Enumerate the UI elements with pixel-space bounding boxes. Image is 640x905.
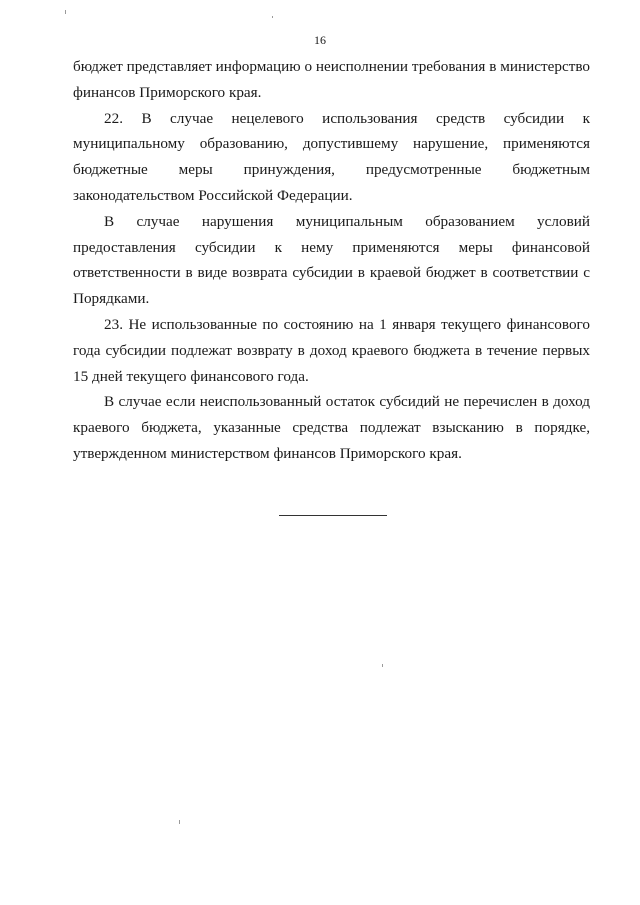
paragraph-continuation: бюджет представляет информацию о неисполнении требования в министерство финансов Приморского края. — [73, 58, 590, 101]
document-body — [73, 54, 590, 467]
scan-speck — [65, 10, 66, 14]
paragraph-23: 23. Не использованные по состоянию на 1 января текущего финансового года субсидии подлежат возврату в доход краевого бюджета в течение первых 15 дней текущего финансового года. — [73, 315, 590, 385]
page-number: 16 — [314, 33, 326, 47]
paragraph-violation-conditions: В случае нарушения муниципальным образованием условий предоставления субсидии к нему применяются меры финансовой ответственности в виде возврата субсидии в краевой бюджет в соответствии с Порядками. — [73, 212, 590, 308]
scan-speck — [382, 664, 383, 667]
scan-speck — [272, 16, 273, 18]
scan-speck — [179, 820, 180, 824]
paragraph-unused-balance: В случае если неиспользованный остаток субсидий не перечислен в доход краевого бюджета, указанные средства подлежат взысканию в порядке, утвержденном министерством финансов Приморского края. — [73, 393, 590, 462]
paragraph-22: 22. В случае нецелевого использования средств субсидии к муниципальному образованию, допустившему нарушение, применяются бюджетные меры принуждения, предусмотренные бюджетным законодательством Российской Федерации. — [73, 109, 590, 204]
end-divider-line — [279, 515, 387, 516]
